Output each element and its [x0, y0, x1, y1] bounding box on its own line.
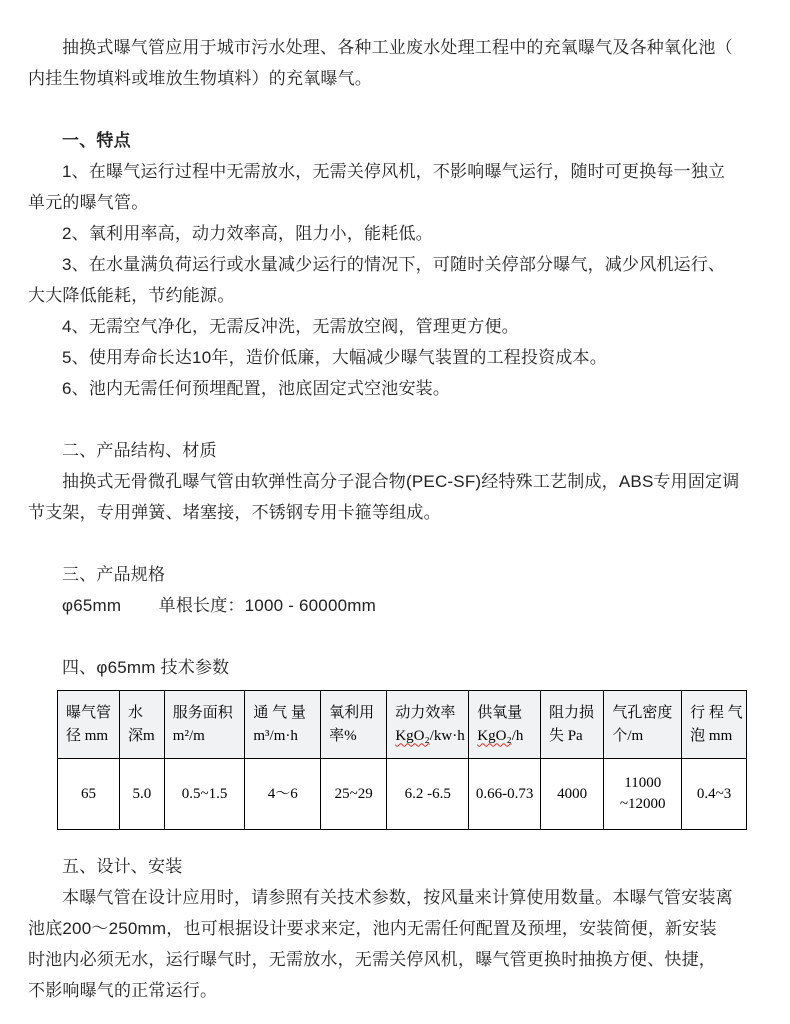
data-cell-pipe-diameter: 65: [58, 759, 120, 830]
feature-item-4: 4、无需空气净化，无需反冲洗，无需放空阀，管理更方便。: [62, 317, 519, 336]
header-cell-power-efficiency: [387, 691, 469, 759]
spec-size: φ65mm: [62, 596, 122, 615]
heading-structure: 二、产品结构、材质: [62, 441, 217, 460]
heading-features: 一、特点: [62, 131, 131, 150]
header-line: 失 Pa: [548, 727, 583, 744]
unit-text: /kw·h: [429, 727, 465, 744]
header-line: 动力效率: [395, 704, 456, 721]
header-line: 氧利用: [329, 704, 375, 721]
spec-length: 单根长度：1000 - 60000mm: [158, 596, 376, 615]
header-cell-oxygen-utilization: [321, 691, 387, 759]
data-cell-oxygen-supply: 0.66-0.73: [469, 759, 541, 830]
header-line: [395, 725, 465, 748]
spellcheck-marked-text: KgO₂: [395, 727, 430, 744]
table-data-row: [58, 759, 747, 830]
data-cell-service-area: 0.5~1.5: [164, 759, 245, 830]
header-cell-pore-density: [604, 691, 682, 759]
data-cell-air-flow: 4～6: [245, 759, 321, 830]
header-cell-water-depth: [120, 691, 165, 759]
params-table: [57, 690, 747, 830]
header-line: 通 气 量: [253, 704, 306, 721]
header-line: 气孔密度: [612, 704, 673, 721]
heading-install: 五、设计、安装: [62, 857, 183, 876]
heading-params: 四、φ65mm 技术参数: [62, 658, 230, 677]
feature-item-2: 2、氧利用率高，动力效率高，阻力小，能耗低。: [62, 224, 433, 243]
header-cell-air-flow: [245, 691, 321, 759]
header-line: 泡 mm: [690, 727, 733, 744]
header-line: [477, 725, 537, 748]
header-line: 行 程 气: [690, 704, 743, 721]
header-cell-pipe-diameter: [58, 691, 120, 759]
data-cell-resistance-loss: 4000: [540, 759, 603, 830]
structure-paragraph: 抽换式无骨微孔曝气管由软弹性高分子混合物(PEC-SF)经特殊工艺制成，ABS专用固定调 节支架，专用弹簧、堵塞接，不锈钢专用卡箍等组成。: [28, 472, 740, 522]
spec-line: [28, 590, 762, 621]
data-cell-bubble-travel: 0.4~3: [682, 759, 747, 830]
spellcheck-marked-text: KgO₂: [477, 727, 512, 744]
intro-paragraph: 抽换式曝气管应用于城市污水处理、各种工业废水处理工程中的充氧曝气及各种氧化池（ 内挂生物填料或堆放生物填料）的充氧曝气。: [28, 38, 733, 88]
header-cell-resistance-loss: [540, 691, 603, 759]
header-line: 供氧量: [477, 704, 523, 721]
header-line: 径 mm: [66, 727, 109, 744]
data-cell-water-depth: 5.0: [120, 759, 165, 830]
unit-text: /h: [511, 727, 524, 744]
table-header-row: [58, 691, 747, 759]
header-cell-oxygen-supply: [469, 691, 541, 759]
header-line: m²/m: [172, 727, 205, 744]
header-line: 个/m: [612, 727, 644, 744]
header-line: 深m: [128, 727, 155, 744]
feature-item-3: 3、在水量满负荷运行或水量减少运行的情况下，可随时关停部分曝气，减少风机运行、 大大降低能耗，节约能源。: [28, 255, 726, 305]
header-line: 曝气管: [66, 704, 112, 721]
header-line: 服务面积: [172, 704, 233, 721]
install-paragraph: 本曝气管在设计应用时，请参照有关技术参数，按风量来计算使用数量。本曝气管安装离 池底200～250mm，也可根据设计要求来定，池内无需任何配置及预埋，安装简便，新安装 时池内必须无水，运行曝气时，无需放水，无需关停风机，曝气管更换时抽换方便、快捷， 不影响曝气的正常运行。: [28, 888, 733, 1000]
header-line: 水: [128, 704, 144, 721]
feature-item-1: 1、在曝气运行过程中无需放水，无需关停风机，不影响曝气运行，随时可更换每一独立 单元的曝气管。: [28, 162, 726, 212]
data-cell-power-efficiency: 6.2 -6.5: [387, 759, 469, 830]
header-cell-bubble-travel: [682, 691, 747, 759]
feature-item-5: 5、使用寿命长达10年，造价低廉，大幅减少曝气装置的工程投资成本。: [62, 348, 607, 367]
header-line: 率%: [329, 727, 357, 744]
data-cell-pore-density: 11000 ~12000: [604, 759, 682, 830]
header-cell-service-area: [164, 691, 245, 759]
header-line: 阻力损: [548, 704, 594, 721]
feature-item-6: 6、池内无需任何预埋配置，池底固定式空池安装。: [62, 379, 451, 398]
heading-spec: 三、产品规格: [62, 565, 166, 584]
header-line: m³/m·h: [253, 727, 298, 744]
data-cell-oxygen-utilization: 25~29: [321, 759, 387, 830]
